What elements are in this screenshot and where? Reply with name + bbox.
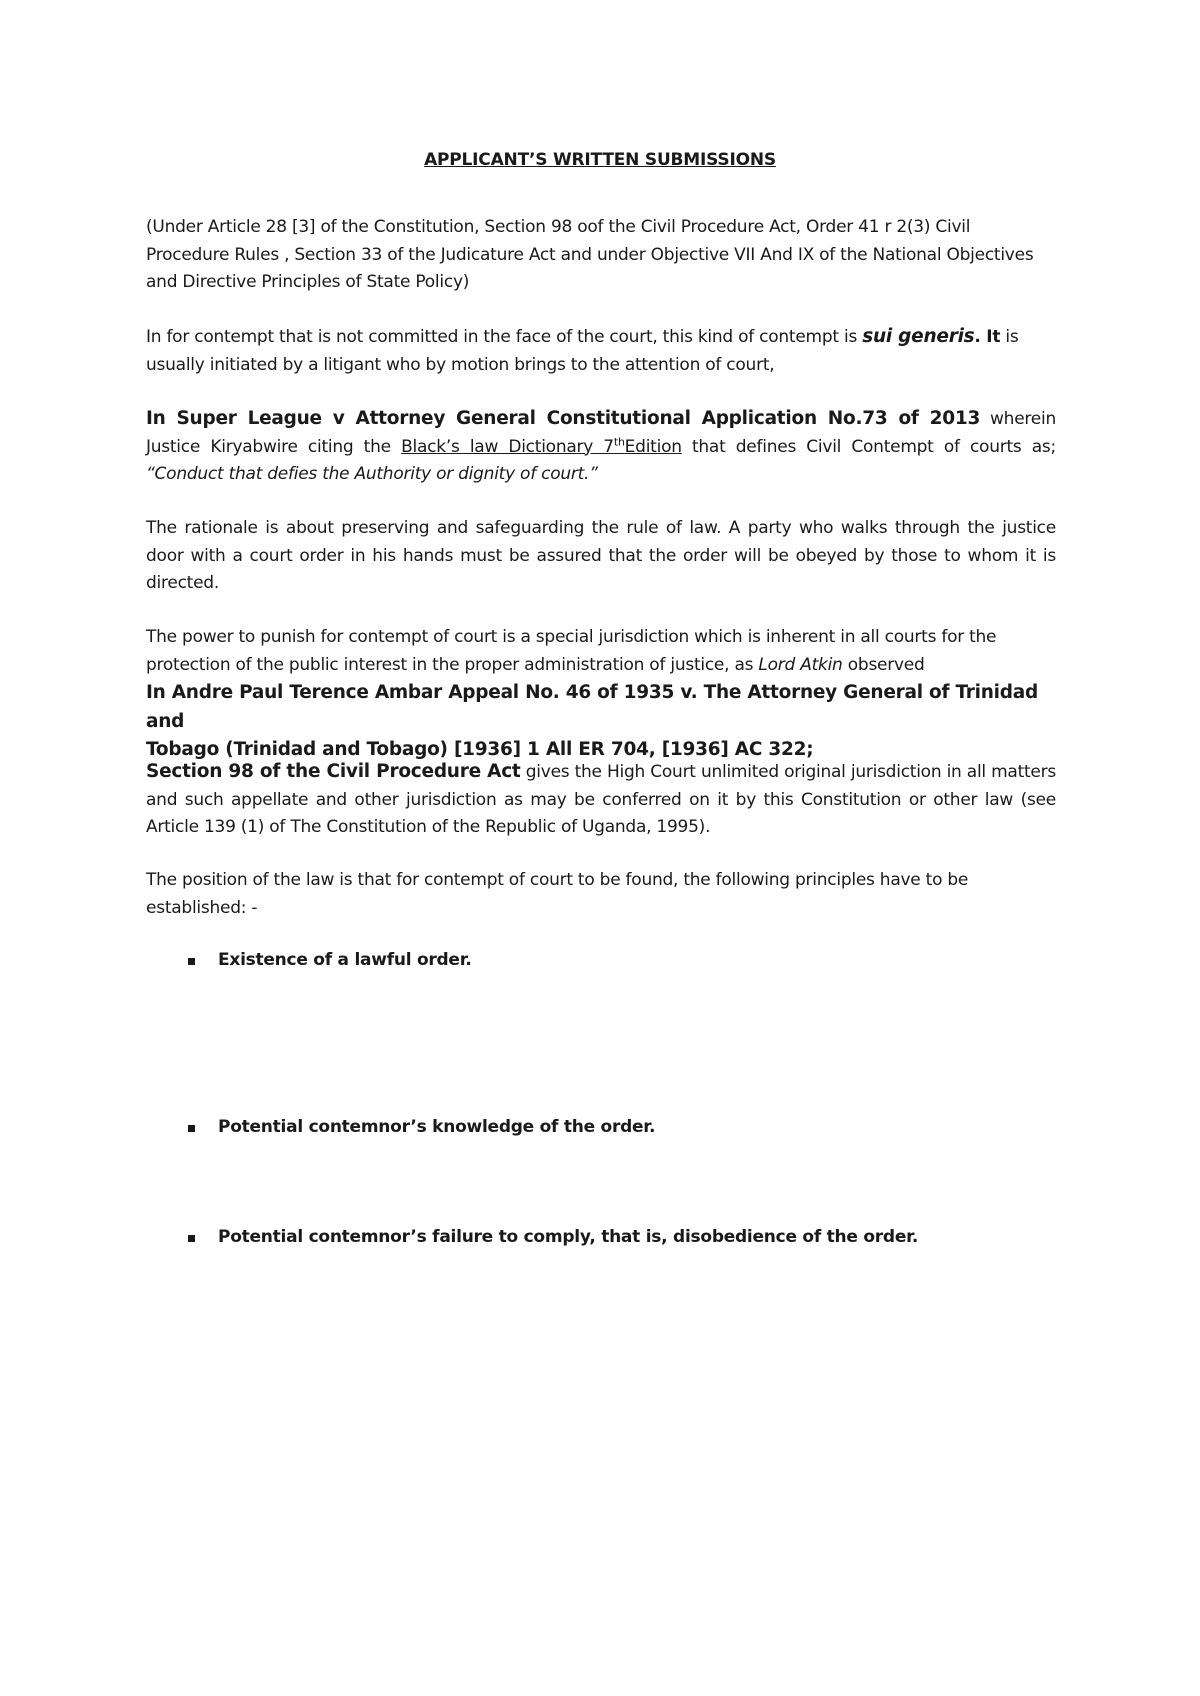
- paragraph-power-to-punish: [146, 624, 1056, 765]
- intro-paragraph: (Under Article 28 [3] of the Constitution, Section 98 oof the Civil Procedure Act, Order 41 r 2(3) Civil Procedure Rules , Section 33 of the Judicature Act and under Objective VII And IX of the National Objectives and Directive Principles of State Policy): [146, 217, 1034, 292]
- bullet-square-icon: [188, 1235, 195, 1242]
- p2-after: that defines Civil Contempt of courts as;: [681, 436, 1056, 457]
- p2-mid: wherein Justice Kiryabwire citing the: [146, 409, 1056, 457]
- bullet-square-icon: [188, 958, 195, 965]
- paragraph-principles: The position of the law is that for contempt of court to be found, the following principles have to be established: -: [146, 870, 969, 918]
- edition-sup: th: [613, 434, 625, 448]
- paragraph-super-league: [146, 405, 1056, 489]
- case-citation-super-league: In Super League v Attorney General Constitutional Application No.73 of 2013: [146, 408, 981, 429]
- p1-after: . It: [974, 327, 1001, 347]
- bullet-text: Potential contemnor’s knowledge of the order.: [218, 1117, 656, 1137]
- case-citation-ambar-line2: Tobago (Trinidad and Tobago) [1936] 1 All ER 704, [1936] AC 322;: [146, 739, 814, 760]
- book-title: Black’s law Dictionary 7: [401, 436, 614, 457]
- contempt-definition-quote: “Conduct that defies the Authority or dignity of court.”: [146, 464, 598, 484]
- bullet-text: Potential contemnor’s failure to comply, that is, disobedience of the order.: [218, 1227, 919, 1247]
- paragraph-rationale: The rationale is about preserving and safeguarding the rule of law. A party who walks through the justice door with a court order in his hands must be assured that the order will be obeyed by those to whom it is directed.: [146, 518, 1056, 593]
- judge-name: Lord Atkin: [758, 654, 843, 675]
- case-citation-ambar-line1: In Andre Paul Terence Ambar Appeal No. 46 of 1935 v. The Attorney General of Trinidad and: [146, 682, 1038, 732]
- p1-text: In for contempt that is not committed in the face of the court, this kind of contempt is: [146, 327, 863, 347]
- p1-term: sui generis: [862, 326, 975, 347]
- p1-rest: is usually initiated by a litigant who by motion brings to the attention of court,: [146, 327, 1019, 375]
- document-title: APPLICANT’S WRITTEN SUBMISSIONS: [424, 150, 776, 170]
- black-law-dictionary-ref: [401, 434, 682, 457]
- paragraph-section-98: [146, 758, 1056, 842]
- p5-rest: gives the High Court unlimited original jurisdiction in all matters and such appellate and other jurisdiction as may be conferred on it by this Constitution or other law (see Article 139 (1) of The Constitution of the Republic of Uganda, 1995).: [146, 762, 1056, 837]
- edition-label: Edition: [624, 436, 682, 457]
- section-98-ref: Section 98 of the Civil Procedure Act: [146, 761, 521, 782]
- p4-text: The power to punish for contempt of court is a special jurisdiction which is inherent in all courts for the protection of the public interest in the proper administration of justice, as: [146, 627, 997, 675]
- paragraph-contempt-intro: [146, 323, 1056, 379]
- bullet-square-icon: [188, 1125, 195, 1132]
- p4-after: observed: [842, 654, 925, 675]
- bullet-text: Existence of a lawful order.: [218, 950, 472, 970]
